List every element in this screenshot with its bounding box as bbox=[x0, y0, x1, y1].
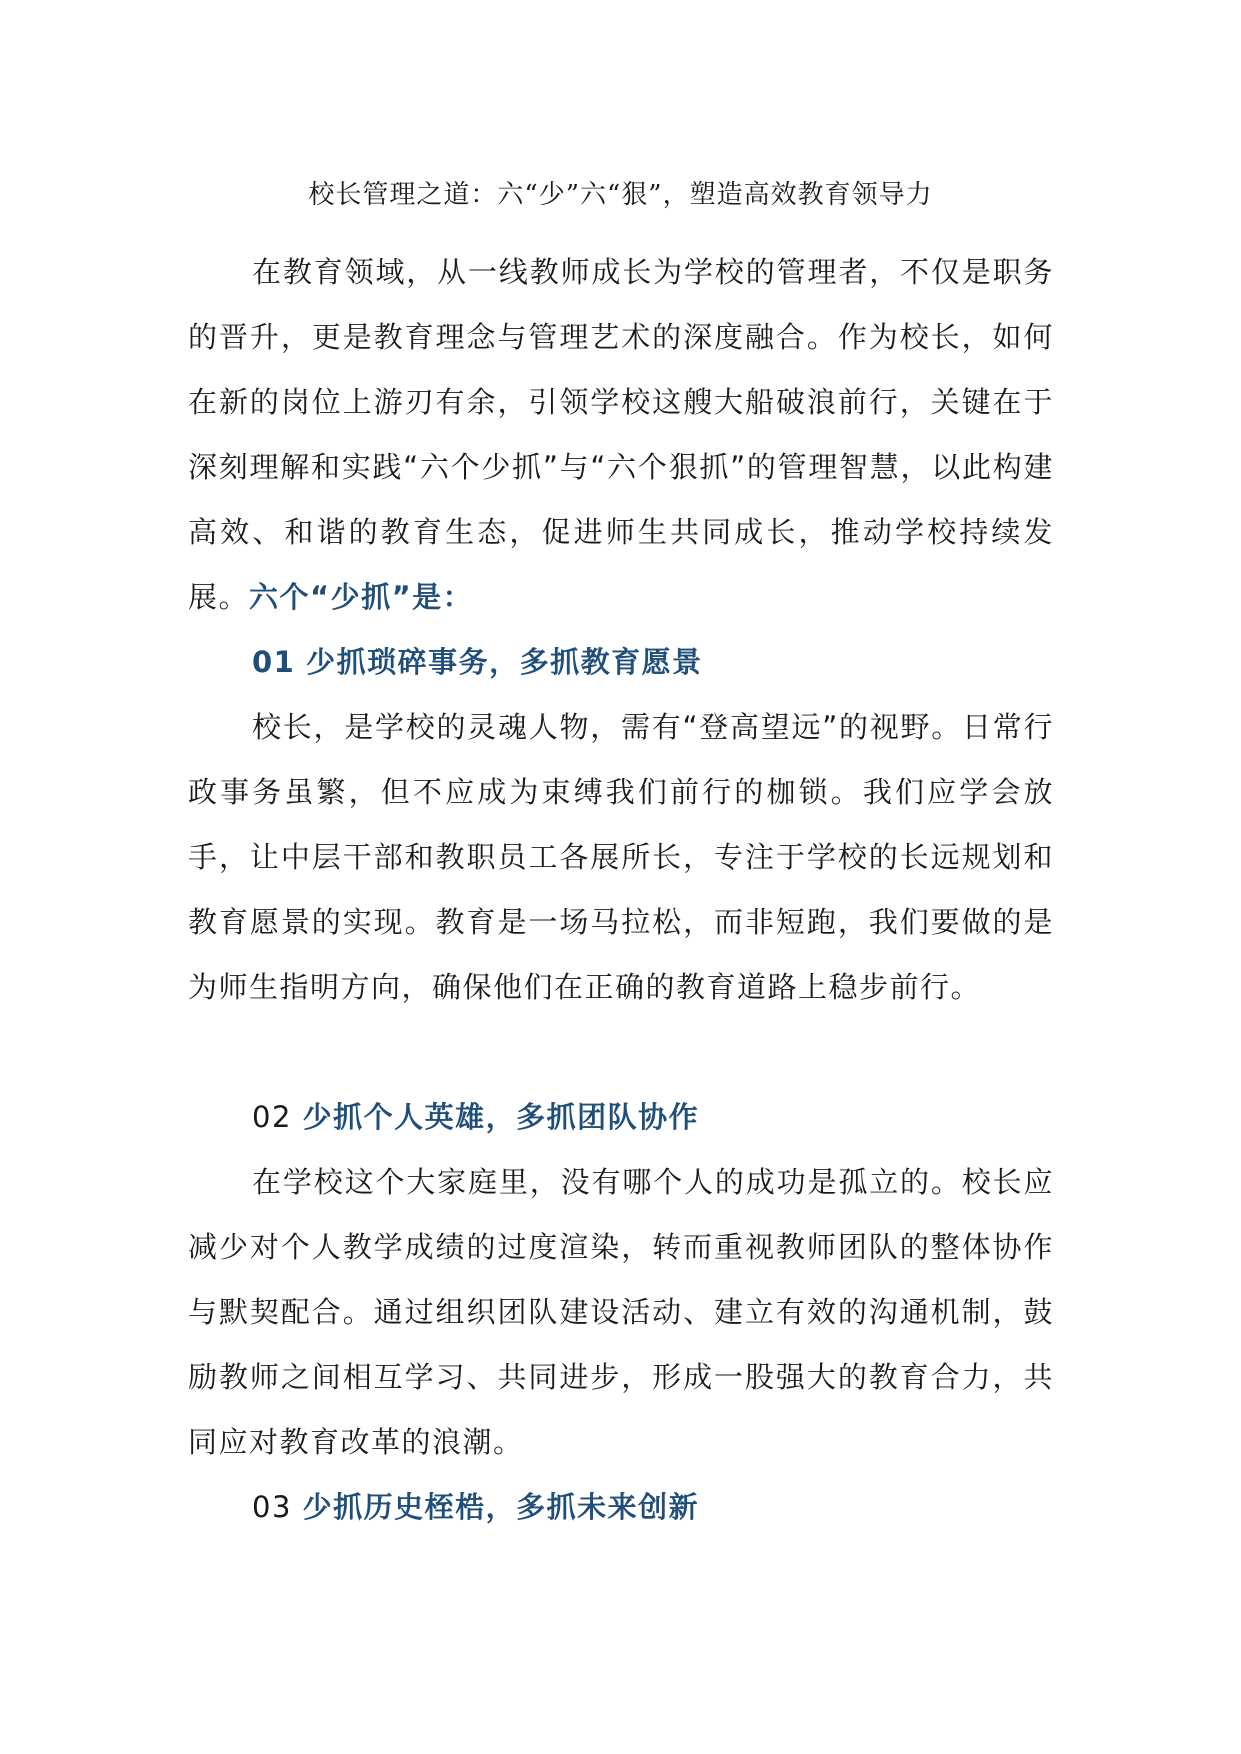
document-title: 校长管理之道：六“少”六“狠”，塑造高效教育领导力 bbox=[308, 180, 933, 210]
section-heading-01 bbox=[252, 630, 703, 695]
section-number: 02 bbox=[252, 1100, 292, 1134]
section-number: 01 bbox=[252, 645, 296, 679]
intro-lead: 六个“少抓”是： bbox=[249, 580, 474, 614]
section-title: 少抓历史桎梏，多抓未来创新 bbox=[302, 1490, 700, 1524]
section-heading-02 bbox=[252, 1085, 699, 1150]
section-body-01: 校长，是学校的灵魂人物，需有“登高望远”的视野。日常行政事务虽繁，但不应成为束缚我们前行的枷锁。我们应学会放手，让中层干部和教职员工各展所长，专注于学校的长远规划和教育愿景的实现。教育是一场马拉松，而非短跑，我们要做的是为师生指明方向，确保他们在正确的教育道路上稳步前行。 bbox=[188, 710, 1054, 1004]
section-body-02: 在学校这个大家庭里，没有哪个人的成功是孤立的。校长应减少对个人教学成绩的过度渲染，转而重视教师团队的整体协作与默契配合。通过组织团队建设活动、建立有效的沟通机制，鼓励教师之间相互学习、共同进步，形成一股强大的教育合力，共同应对教育改革的浪潮。 bbox=[188, 1165, 1054, 1459]
section-title: 少抓个人英雄，多抓团队协作 bbox=[302, 1100, 700, 1134]
section-number: 03 bbox=[252, 1490, 292, 1524]
section-heading-03 bbox=[252, 1475, 699, 1540]
section-title: 少抓琐碎事务，多抓教育愿景 bbox=[306, 645, 703, 679]
intro-text: 在教育领域，从一线教师成长为学校的管理者，不仅是职务的晋升，更是教育理念与管理艺术的深度融合。作为校长，如何在新的岗位上游刃有余，引领学校这艘大船破浪前行，关键在于深刻理解和实践“六个少抓”与“六个狠抓”的管理智慧，以此构建高效、和谐的教育生态，促进师生共同成长，推动学校持续发展。 bbox=[188, 255, 1054, 614]
intro-paragraph bbox=[188, 240, 1054, 630]
